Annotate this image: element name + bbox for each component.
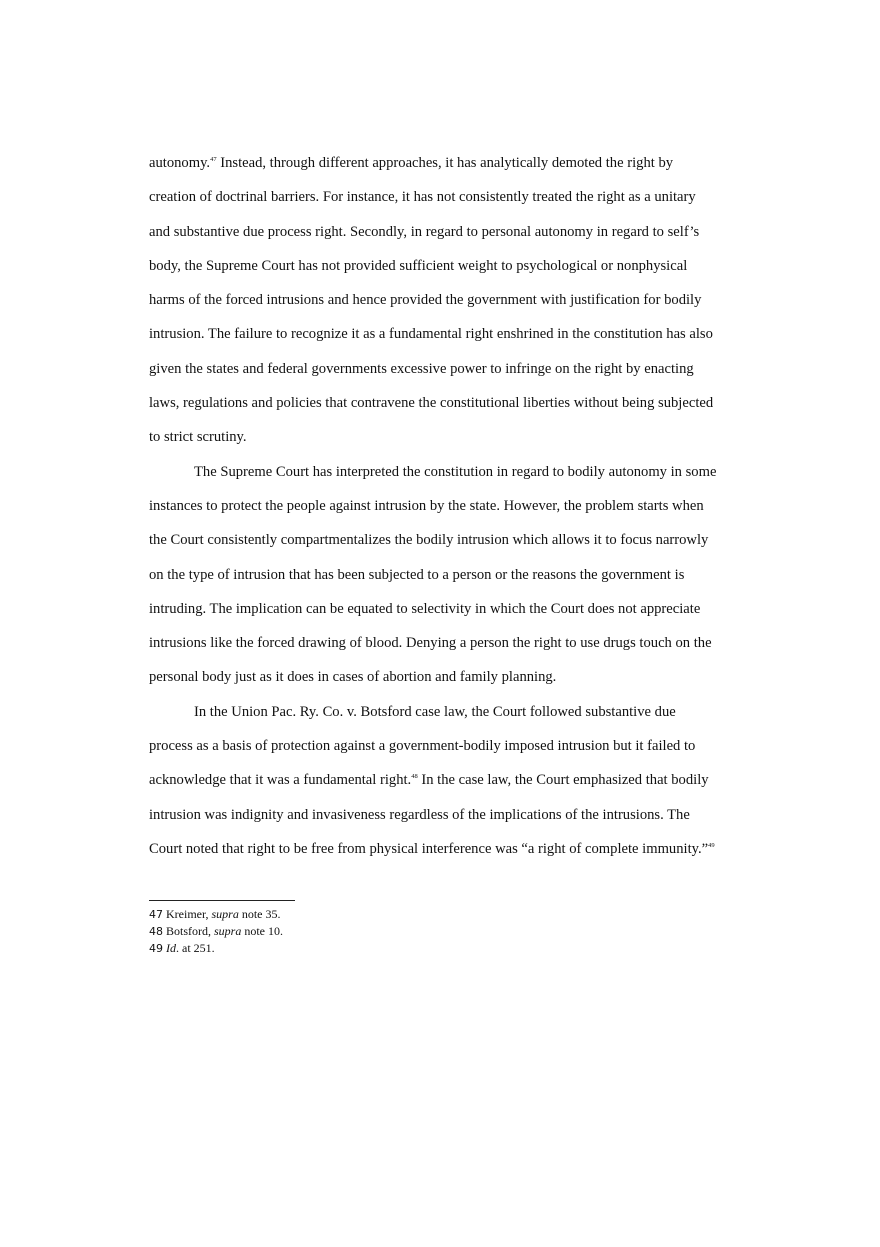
text-line: personal body just as it does in cases of abortion and family planning. <box>149 669 557 686</box>
text-line: intrusion. The failure to recognize it as a fundamental right enshrined in the constitution has also <box>149 326 713 343</box>
footnote-49 <box>149 940 734 957</box>
footnote-47 <box>149 906 734 923</box>
footnote-ref-47: 47 <box>210 156 217 163</box>
footnotes <box>149 906 734 957</box>
footnote-number: 48 <box>149 925 163 938</box>
text-line: creation of doctrinal barriers. For instance, it has not consistently treated the right as a unitary <box>149 189 696 206</box>
text-line <box>149 841 715 857</box>
text-line: body, the Supreme Court has not provided sufficient weight to psychological or nonphysical <box>149 257 688 274</box>
footnote-italic: Id <box>166 941 176 955</box>
line-text: Instead, through different approaches, it has analytically demoted the right by <box>216 155 674 171</box>
paragraph-2 <box>149 455 734 695</box>
footnote-italic: supra <box>214 924 242 938</box>
text-line: on the type of intrusion that has been subjected to a person or the reasons the government is <box>149 566 685 583</box>
footnote-italic: supra <box>211 907 239 921</box>
footnote-number: 49 <box>149 942 163 955</box>
footnote-separator <box>149 900 295 901</box>
text-line: harms of the forced intrusions and hence provided the government with justification for bodily <box>149 292 702 309</box>
text-line <box>149 155 673 171</box>
text-line: intrusions like the forced drawing of blood. Denying a person the right to use drugs touch on the <box>149 635 712 652</box>
text-line: instances to protect the people against intrusion by the state. However, the problem starts when <box>149 497 704 514</box>
text-line: and substantive due process right. Secondly, in regard to personal autonomy in regard to self’s <box>149 223 700 240</box>
text-line <box>149 772 709 788</box>
footnote-text: Botsford, <box>166 924 214 938</box>
text-line: the Court consistently compartmentalizes the bodily intrusion which allows it to focus narrowly <box>149 532 709 549</box>
line-text: acknowledge that it was a fundamental right. <box>149 772 412 789</box>
line-text: Court noted that right to be free from physical interference was “a right of complete immunity.” <box>149 840 709 857</box>
body-text <box>149 146 734 866</box>
text-line: to strict scrutiny. <box>149 429 247 446</box>
footnote-text: note 10. <box>241 924 284 938</box>
footnote-text: note 35. <box>238 907 281 921</box>
footnote-text: . at 251. <box>176 941 215 955</box>
text-line: The Supreme Court has interpreted the constitution in regard to bodily autonomy in some <box>194 463 717 480</box>
paragraph-1 <box>149 146 734 455</box>
text-line: laws, regulations and policies that contravene the constitutional liberties without being subjected <box>149 395 714 412</box>
footnote-ref-48: 48 <box>411 773 418 781</box>
text-line: process as a basis of protection against a government-bodily imposed intrusion but it failed to <box>149 738 696 755</box>
footnote-number: 47 <box>149 908 163 921</box>
text-line: In the Union Pac. Ry. Co. v. Botsford case law, the Court followed substantive due <box>194 703 676 720</box>
text-line: intruding. The implication can be equated to selectivity in which the Court does not appreciate <box>149 600 701 617</box>
line-text: autonomy. <box>149 155 211 171</box>
footnote-text: Kreimer, <box>166 907 212 921</box>
footnote-ref-49: 49 <box>708 841 715 849</box>
paragraph-3 <box>149 695 734 866</box>
footnote-48 <box>149 923 734 940</box>
text-line: intrusion was indignity and invasiveness regardless of the implications of the intrusions. The <box>149 806 690 823</box>
line-text: In the case law, the Court emphasized that bodily <box>417 772 709 789</box>
text-line: given the states and federal governments excessive power to infringe on the right by enacting <box>149 360 694 377</box>
